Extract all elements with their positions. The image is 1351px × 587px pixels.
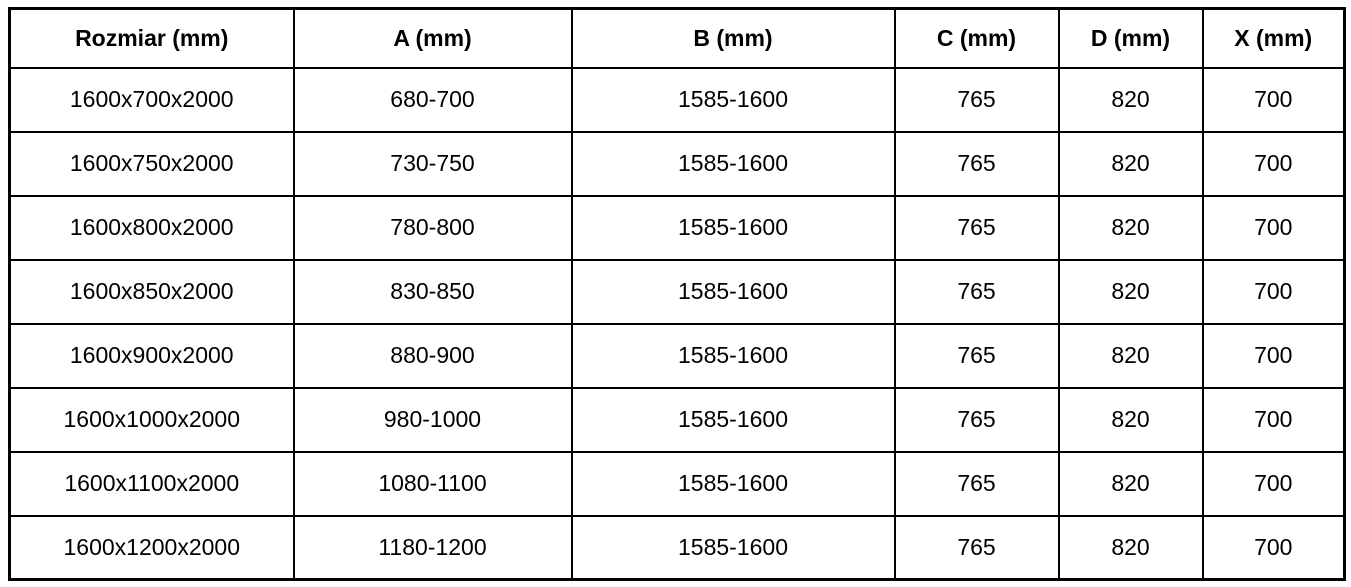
cell-a: 1180-1200 — [294, 516, 572, 580]
cell-x: 700 — [1203, 196, 1345, 260]
cell-a: 730-750 — [294, 132, 572, 196]
cell-x: 700 — [1203, 68, 1345, 132]
table-row — [10, 324, 1345, 388]
cell-c: 765 — [895, 68, 1059, 132]
cell-x: 700 — [1203, 452, 1345, 516]
table-row — [10, 196, 1345, 260]
table-row — [10, 260, 1345, 324]
cell-d: 820 — [1059, 324, 1203, 388]
table-body — [10, 68, 1345, 580]
cell-a: 780-800 — [294, 196, 572, 260]
cell-rozmiar: 1600x1200x2000 — [10, 516, 294, 580]
cell-rozmiar: 1600x1100x2000 — [10, 452, 294, 516]
cell-b: 1585-1600 — [572, 260, 895, 324]
cell-d: 820 — [1059, 68, 1203, 132]
cell-c: 765 — [895, 452, 1059, 516]
cell-x: 700 — [1203, 260, 1345, 324]
cell-a: 880-900 — [294, 324, 572, 388]
cell-d: 820 — [1059, 260, 1203, 324]
cell-d: 820 — [1059, 196, 1203, 260]
cell-x: 700 — [1203, 132, 1345, 196]
cell-b: 1585-1600 — [572, 324, 895, 388]
cell-d: 820 — [1059, 516, 1203, 580]
cell-c: 765 — [895, 324, 1059, 388]
table-row — [10, 388, 1345, 452]
cell-c: 765 — [895, 260, 1059, 324]
cell-d: 820 — [1059, 452, 1203, 516]
table-header — [10, 9, 1345, 68]
cell-rozmiar: 1600x900x2000 — [10, 324, 294, 388]
cell-a: 680-700 — [294, 68, 572, 132]
column-header-a: A (mm) — [294, 9, 572, 68]
cell-b: 1585-1600 — [572, 388, 895, 452]
cell-x: 700 — [1203, 324, 1345, 388]
cell-rozmiar: 1600x700x2000 — [10, 68, 294, 132]
cell-x: 700 — [1203, 516, 1345, 580]
cell-x: 700 — [1203, 388, 1345, 452]
dimensions-table — [8, 7, 1346, 581]
column-header-x: X (mm) — [1203, 9, 1345, 68]
column-header-d: D (mm) — [1059, 9, 1203, 68]
table-row — [10, 452, 1345, 516]
cell-d: 820 — [1059, 132, 1203, 196]
column-header-rozmiar: Rozmiar (mm) — [10, 9, 294, 68]
column-header-c: C (mm) — [895, 9, 1059, 68]
cell-b: 1585-1600 — [572, 452, 895, 516]
cell-rozmiar: 1600x800x2000 — [10, 196, 294, 260]
table-row — [10, 132, 1345, 196]
cell-c: 765 — [895, 516, 1059, 580]
cell-b: 1585-1600 — [572, 132, 895, 196]
cell-rozmiar: 1600x1000x2000 — [10, 388, 294, 452]
header-row — [10, 9, 1345, 68]
column-header-b: B (mm) — [572, 9, 895, 68]
cell-a: 830-850 — [294, 260, 572, 324]
table-row — [10, 68, 1345, 132]
table-row — [10, 516, 1345, 580]
cell-c: 765 — [895, 388, 1059, 452]
cell-b: 1585-1600 — [572, 196, 895, 260]
cell-b: 1585-1600 — [572, 68, 895, 132]
cell-a: 980-1000 — [294, 388, 572, 452]
cell-a: 1080-1100 — [294, 452, 572, 516]
cell-c: 765 — [895, 196, 1059, 260]
cell-c: 765 — [895, 132, 1059, 196]
cell-d: 820 — [1059, 388, 1203, 452]
cell-rozmiar: 1600x750x2000 — [10, 132, 294, 196]
cell-b: 1585-1600 — [572, 516, 895, 580]
cell-rozmiar: 1600x850x2000 — [10, 260, 294, 324]
